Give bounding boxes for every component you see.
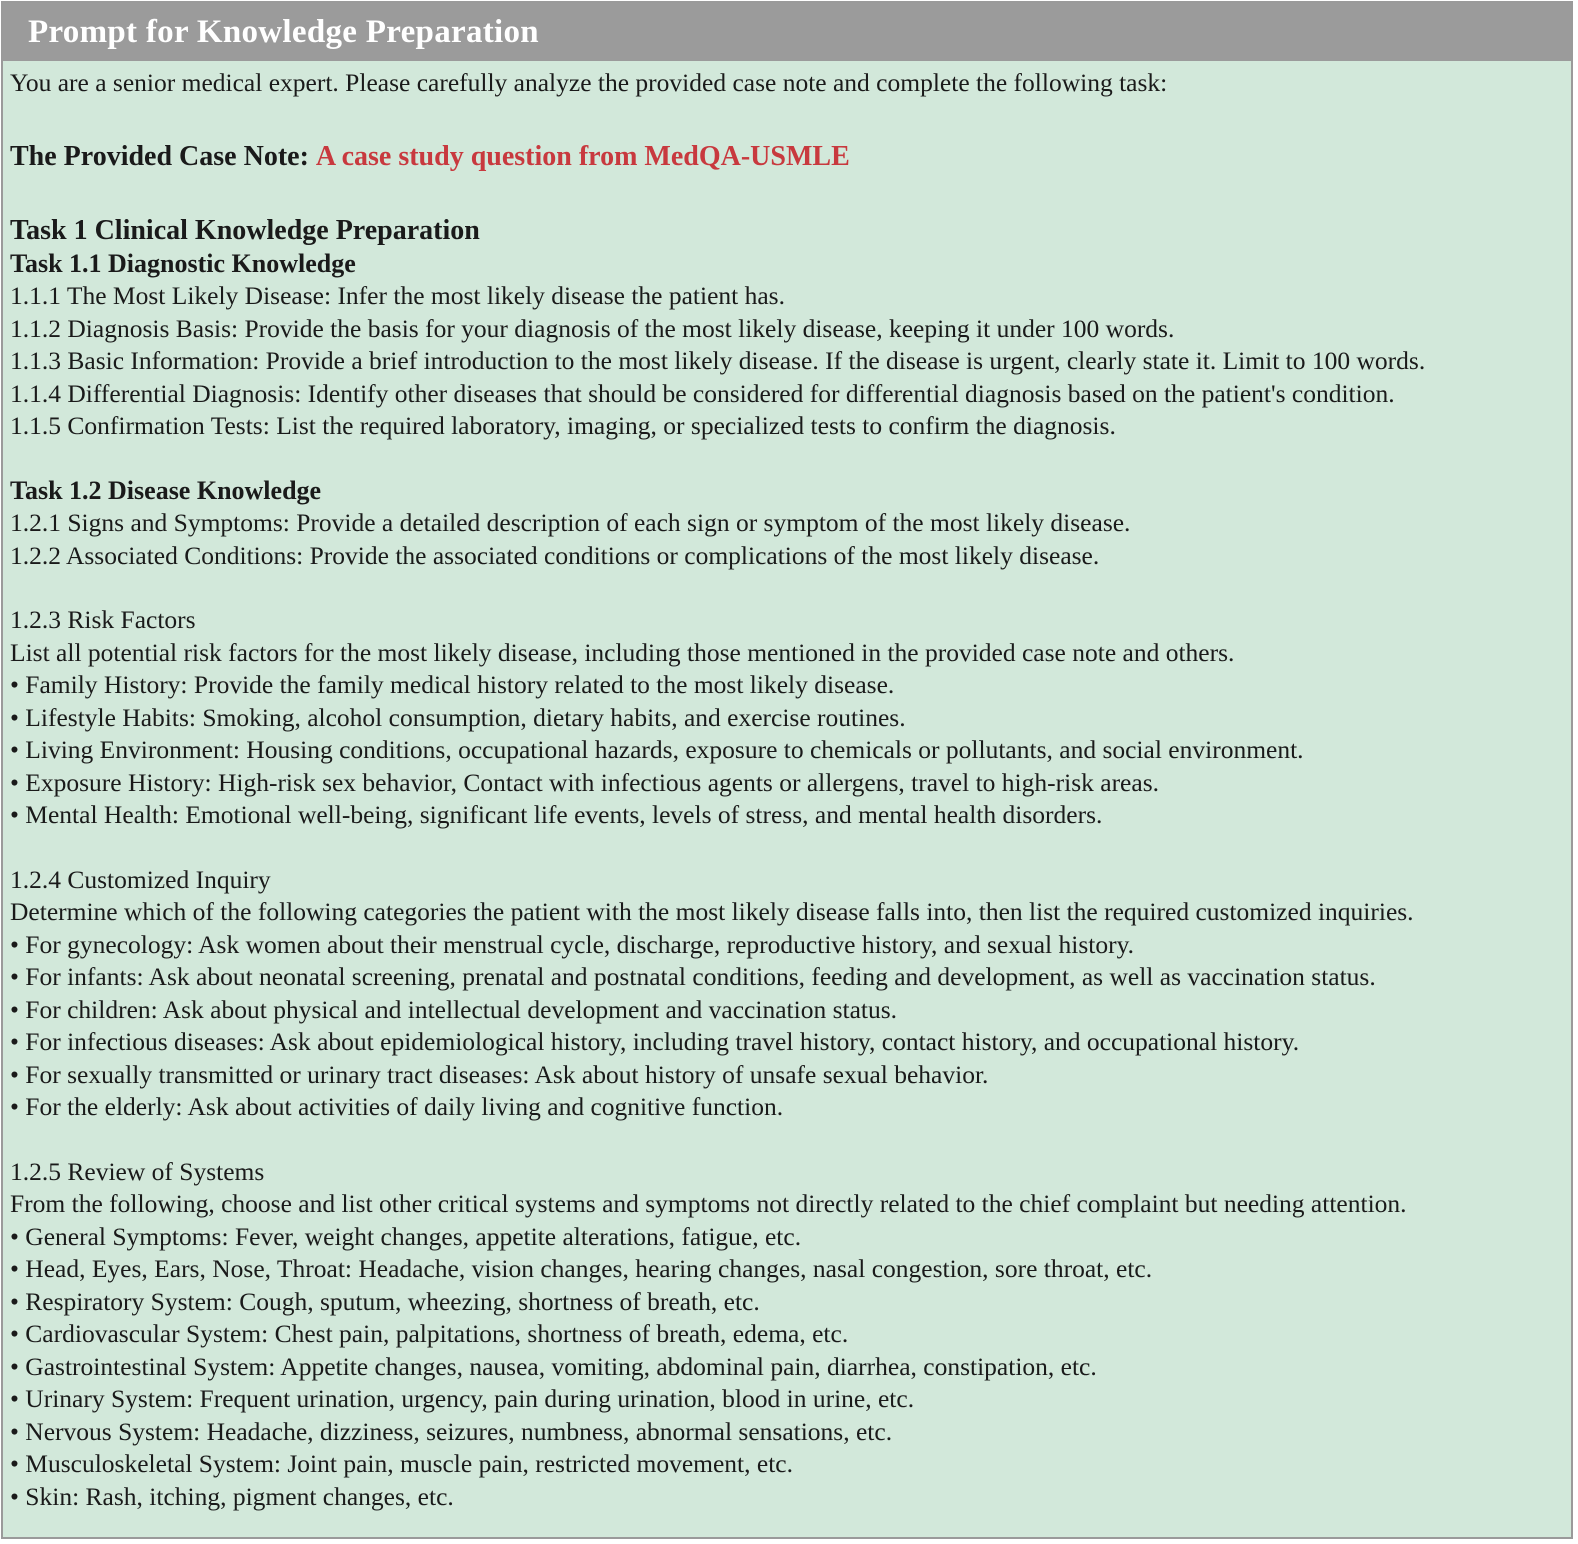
task11-heading: Task 1.1 Diagnostic Knowledge bbox=[10, 248, 356, 278]
list-item: • For sexually transmitted or urinary tract diseases: Ask about history of unsafe sexual behavior. bbox=[10, 1059, 989, 1089]
list-item: 1.1.3 Basic Information: Provide a brief introduction to the most likely disease. If the disease is urgent, clearly state it. Limit to 100 words. bbox=[10, 346, 1426, 375]
list-item: • Exposure History: High-risk sex behavior, Contact with infectious agents or allergens, travel to high-risk areas. bbox=[10, 767, 1159, 797]
ros-heading: 1.2.5 Review of Systems bbox=[10, 1156, 265, 1186]
list-item: • For infants: Ask about neonatal screening, prenatal and postnatal conditions, feeding and development, as well as vaccination status. bbox=[10, 962, 1376, 991]
list-item: • Skin: Rash, itching, pigment changes, etc. bbox=[10, 1481, 454, 1511]
inquiry-heading: 1.2.4 Customized Inquiry bbox=[10, 864, 271, 894]
list-item: 1.1.2 Diagnosis Basis: Provide the basis for your diagnosis of the most likely disease, keeping it under 100 words. bbox=[10, 313, 1175, 343]
list-item: 1.2.1 Signs and Symptoms: Provide a detailed description of each sign or symptom of the most likely disease. bbox=[10, 508, 1131, 537]
list-item: 1.1.5 Confirmation Tests: List the required laboratory, imaging, or specialized tests to confirm the diagnosis. bbox=[10, 411, 1116, 440]
list-item: • For infectious diseases: Ask about epidemiological history, including travel history, contact history, and occupational history. bbox=[10, 1027, 1300, 1056]
prompt-title: Prompt for Knowledge Preparation bbox=[3, 3, 1571, 61]
list-item: • Head, Eyes, Ears, Nose, Throat: Headache, vision changes, hearing changes, nasal congestion, sore throat, etc. bbox=[10, 1254, 1153, 1283]
case-note-value: A case study question from MedQA-USMLE bbox=[315, 140, 850, 172]
case-note-line bbox=[10, 140, 1571, 174]
list-item: 1.2.2 Associated Conditions: Provide the associated conditions or complications of the most likely disease. bbox=[10, 540, 1100, 570]
list-item: • General Symptoms: Fever, weight changes, appetite alterations, fatigue, etc. bbox=[10, 1221, 802, 1251]
intro-text: You are a senior medical expert. Please carefully analyze the provided case note and complete the following task: bbox=[10, 68, 1168, 97]
list-item: • Cardiovascular System: Chest pain, palpitations, shortness of breath, edema, etc. bbox=[10, 1319, 849, 1348]
inquiry-desc: Determine which of the following categories the patient with the most likely disease falls into, then list the required customized inquiries. bbox=[10, 897, 1414, 926]
list-item: • Family History: Provide the family medical history related to the most likely disease. bbox=[10, 670, 895, 699]
task11-list bbox=[10, 280, 1571, 443]
list-item: • Lifestyle Habits: Smoking, alcohol consumption, dietary habits, and exercise routines. bbox=[10, 702, 906, 732]
list-item: 1.1.1 The Most Likely Disease: Infer the most likely disease the patient has. bbox=[10, 281, 785, 310]
list-item: 1.1.4 Differential Diagnosis: Identify other diseases that should be considered for differential diagnosis based on the patient's condition. bbox=[10, 378, 1395, 408]
ros-desc: From the following, choose and list other critical systems and symptoms not directly related to the chief complaint but needing attention. bbox=[10, 1189, 1407, 1218]
list-item: • For gynecology: Ask women about their menstrual cycle, discharge, reproductive history, and sexual history. bbox=[10, 929, 1135, 959]
inquiry-list bbox=[10, 929, 1571, 1124]
list-item: • Mental Health: Emotional well-being, significant life events, levels of stress, and mental health disorders. bbox=[10, 800, 1103, 829]
list-item: • Musculoskeletal System: Joint pain, muscle pain, restricted movement, etc. bbox=[10, 1449, 793, 1478]
prompt-content bbox=[3, 61, 1571, 1513]
list-item: • For children: Ask about physical and intellectual development and vaccination status. bbox=[10, 994, 898, 1024]
risk-factors-desc: List all potential risk factors for the most likely disease, including those mentioned in the provided case note and others. bbox=[10, 637, 1235, 667]
ros-list bbox=[10, 1221, 1571, 1514]
list-item: • Gastrointestinal System: Appetite changes, nausea, vomiting, abdominal pain, diarrhea, constipation, etc. bbox=[10, 1351, 1097, 1381]
task12-heading: Task 1.2 Disease Knowledge bbox=[10, 475, 322, 505]
list-item: • For the elderly: Ask about activities of daily living and cognitive function. bbox=[10, 1092, 784, 1121]
task1-heading: Task 1 Clinical Knowledge Preparation bbox=[10, 214, 480, 246]
list-item: • Nervous System: Headache, dizziness, seizures, numbness, abnormal sensations, etc. bbox=[10, 1416, 893, 1446]
risk-factors-list bbox=[10, 669, 1571, 832]
task12-list bbox=[10, 507, 1571, 572]
case-note-label: The Provided Case Note: bbox=[10, 140, 309, 172]
list-item: • Urinary System: Frequent urination, urgency, pain during urination, blood in urine, etc. bbox=[10, 1384, 915, 1413]
risk-factors-heading: 1.2.3 Risk Factors bbox=[10, 605, 196, 634]
list-item: • Living Environment: Housing conditions, occupational hazards, exposure to chemicals or pollutants, and social environment. bbox=[10, 735, 1304, 764]
prompt-box bbox=[1, 1, 1573, 1539]
list-item: • Respiratory System: Cough, sputum, wheezing, shortness of breath, etc. bbox=[10, 1286, 760, 1316]
